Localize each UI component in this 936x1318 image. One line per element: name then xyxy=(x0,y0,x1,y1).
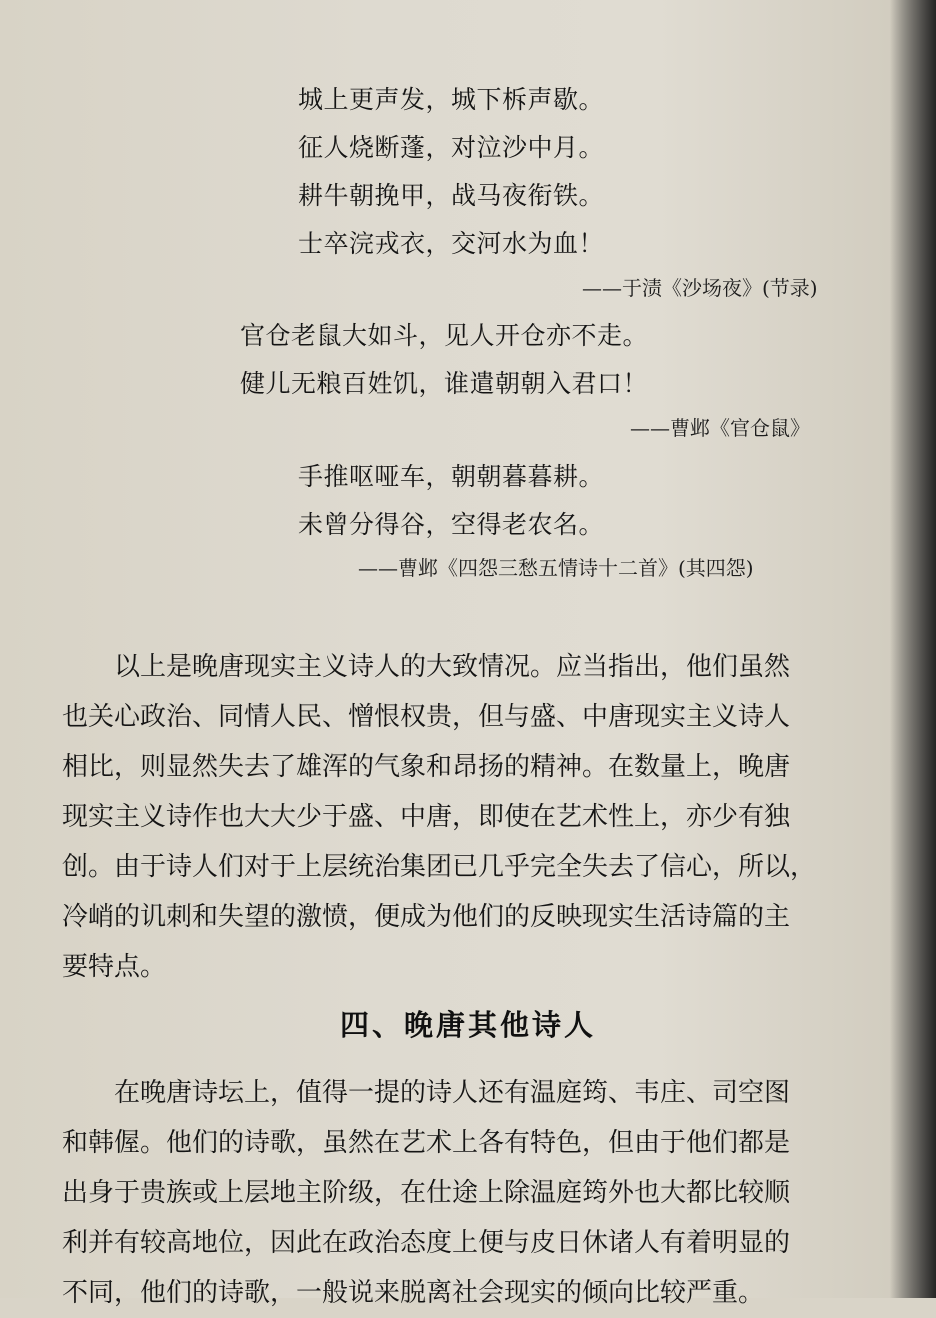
poem3-line1: 手推呕哑车，朝朝暮暮耕。 xyxy=(298,462,605,491)
text-line: 现实主义诗作也大大少于盛、中唐，即使在艺术性上，亦少有独 xyxy=(62,802,791,832)
text-line: 以上是晚唐现实主义诗人的大致情况。应当指出，他们虽然 xyxy=(62,652,791,682)
text-line: 和韩偓。他们的诗歌，虽然在艺术上各有特色，但由于他们都是 xyxy=(62,1128,791,1158)
section-heading: 四、晚唐其他诗人 xyxy=(339,1008,596,1042)
poem1-line4: 士卒浣戎衣，交河水为血！ xyxy=(298,229,605,258)
text-line: 利并有较高地位，因此在政治态度上便与皮日休诸人有着明显的 xyxy=(62,1228,791,1258)
text-line: 创。由于诗人们对于上层统治集团已几乎完全失去了信心，所以， xyxy=(62,852,817,882)
text-line: 出身于贵族或上层地主阶级，在仕途上除温庭筠外也大都比较顺 xyxy=(62,1178,791,1208)
poem2-line1: 官仓老鼠大如斗，见人开仓亦不走。 xyxy=(240,321,649,350)
text-line: 在晚唐诗坛上，值得一提的诗人还有温庭筠、韦庄、司空图 xyxy=(62,1078,791,1108)
text-line: 不同，他们的诗歌，一般说来脱离社会现实的倾向比较严重。 xyxy=(62,1278,765,1308)
poem1-citation: ——于渍《沙场夜》(节录) xyxy=(582,276,818,300)
poem1-line2: 征人烧断蓬，对泣沙中月。 xyxy=(298,133,605,162)
poem1-line1: 城上更声发，城下柝声歇。 xyxy=(298,85,605,114)
page-edge-shadow xyxy=(890,0,936,1298)
poem3-citation: ——曹邺《四怨三愁五情诗十二首》(其四怨) xyxy=(358,556,754,580)
text-line: 冷峭的讥刺和失望的激愤，便成为他们的反映现实生活诗篇的主 xyxy=(62,902,791,932)
poem2-citation: ——曹邺《官仓鼠》 xyxy=(630,416,810,440)
text-line: 要特点。 xyxy=(62,952,167,982)
text-line: 相比，则显然失去了雄浑的气象和昂扬的精神。在数量上，晚唐 xyxy=(62,752,791,782)
paragraph-summary xyxy=(62,642,880,992)
poem3-line2: 未曾分得谷，空得老农名。 xyxy=(298,510,605,539)
poem2-line2: 健儿无粮百姓饥，谁遣朝朝入君口！ xyxy=(240,369,649,398)
poem1-line3: 耕牛朝挽甲，战马夜衔铁。 xyxy=(298,181,605,210)
paragraph-other-poets xyxy=(62,1068,880,1318)
text-line: 也关心政治、同情人民、憎恨权贵，但与盛、中唐现实主义诗人 xyxy=(62,702,791,732)
